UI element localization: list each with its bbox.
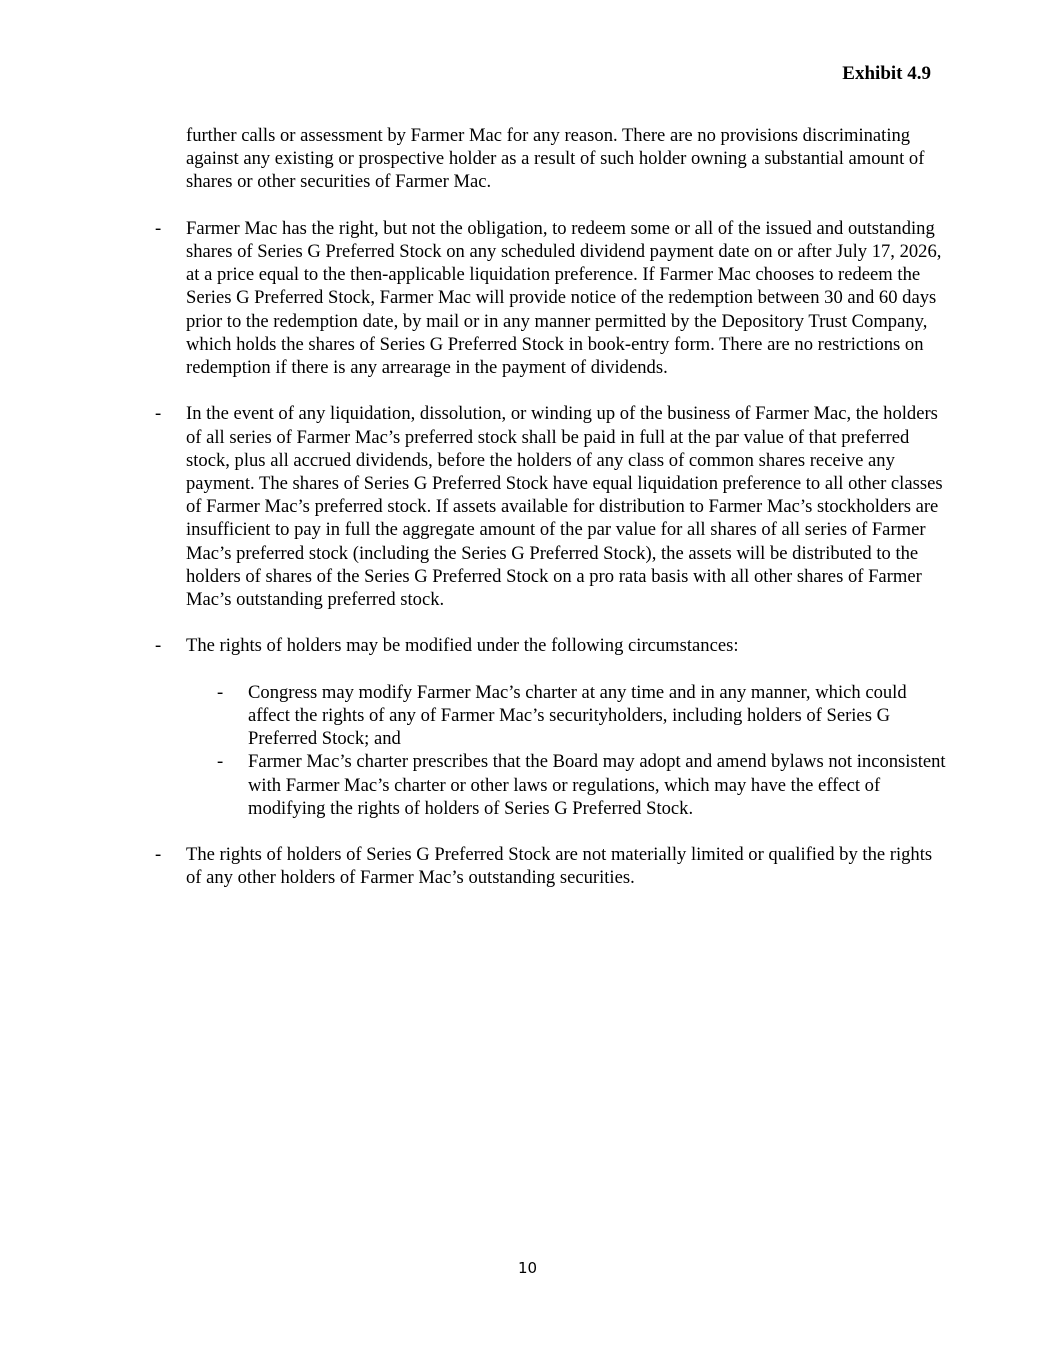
- bullet-text: The rights of holders may be modified under the following circumstances:: [186, 635, 739, 657]
- bullet-dash: -: [155, 403, 162, 425]
- bullet-rights-modified: [155, 634, 946, 657]
- bullet-liquidation: [155, 402, 946, 611]
- bullet-dash: -: [155, 217, 162, 239]
- bullet-text: In the event of any liquidation, dissolution, or winding up of the business of Farmer Mac, the holders of all series of Farmer Mac’s preferred stock shall be paid in full at the par value of that preferred stock, plus all accrued dividends, before the holders of any class of common shares receive any payment. The shares of Series G Preferred Stock have equal liquidation preference to all other classes of Farmer Mac’s preferred stock. If assets available for distribution to Farmer Mac’s stockholders are insufficient to pay in full the aggregate amount of the par value for all shares of all series of Farmer Mac’s preferred stock (including the Series G Preferred Stock), the assets will be distributed to the holders of shares of the Series G Preferred Stock on a pro rata basis with all other shares of Farmer Mac’s outstanding preferred stock.: [186, 403, 943, 611]
- intro-paragraph: further calls or assessment by Farmer Mac for any reason. There are no provisions discriminating against any existing or prospective holder as a result of such holder owning a substantial amount of shares or other securities of Farmer Mac.: [186, 125, 925, 193]
- sub-bullet-bylaws: [217, 750, 946, 820]
- page-number: 10: [517, 1259, 538, 1277]
- bullet-redemption: [155, 217, 946, 379]
- sub-bullet-congress: [217, 681, 946, 751]
- document-body: [155, 124, 946, 890]
- exhibit-label: Exhibit 4.9: [842, 63, 931, 84]
- sub-bullet-text: Farmer Mac’s charter prescribes that the Board may adopt and amend bylaws not inconsistent with Farmer Mac’s charter or other laws or regulations, which may have the effect of modifying the rights of holders of Series G Preferred Stock.: [248, 751, 946, 819]
- sub-bullet-dash: -: [217, 681, 224, 703]
- bullet-dash: -: [155, 844, 162, 866]
- bullet-text: The rights of holders of Series G Preferred Stock are not materially limited or qualified by the rights of any other holders of Farmer Mac’s outstanding securities.: [186, 844, 933, 889]
- bullet-text: Farmer Mac has the right, but not the obligation, to redeem some or all of the issued and outstanding shares of Series G Preferred Stock on any scheduled dividend payment date on or after July 17, 2026, at a price equal to the then-applicable liquidation preference. If Farmer Mac chooses to redeem the Series G Preferred Stock, Farmer Mac will provide notice of the redemption between 30 and 60 days prior to the redemption date, by mail or in any manner permitted by the Depository Trust Company, which holds the shares of Series G Preferred Stock in book-entry form. There are no restrictions on redemption if there is any arrearage in the payment of dividends.: [186, 217, 942, 379]
- bullet-dash: -: [155, 635, 162, 657]
- bullet-not-limited: [155, 843, 946, 889]
- sub-bullet-text: Congress may modify Farmer Mac’s charter at any time and in any manner, which could affect the rights of any of Farmer Mac’s securityholders, including holders of Series G Preferred Stock; and: [248, 681, 907, 750]
- sub-bullet-dash: -: [217, 751, 224, 773]
- sub-bullet-list: [186, 681, 946, 820]
